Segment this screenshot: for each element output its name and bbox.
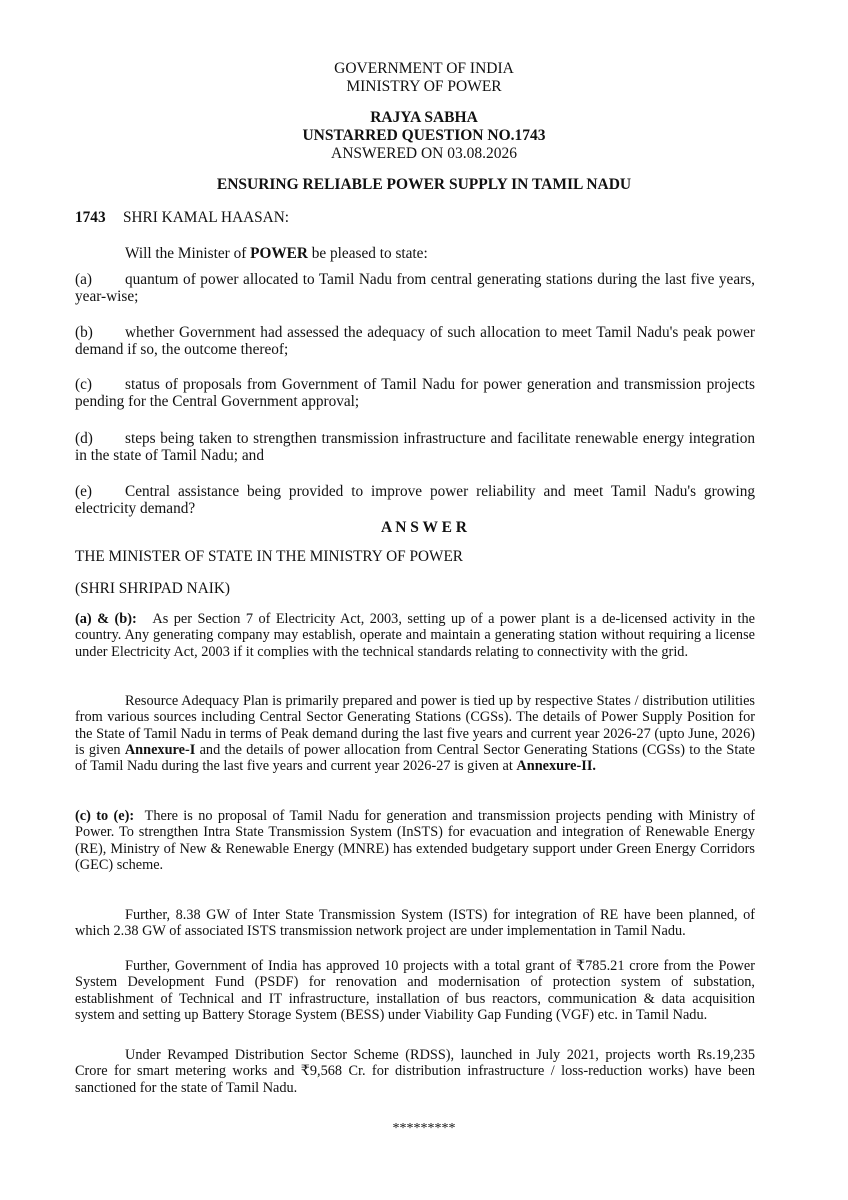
question-member-line xyxy=(75,209,755,226)
ists-paragraph: Further, 8.38 GW of Inter State Transmission System (ISTS) for integration of RE have been planned, of which 2.38 GW of associated ISTS transmission network project are under implementation in Tamil Nadu. xyxy=(75,907,755,940)
answer-a-b-label: (a) & (b): xyxy=(75,611,137,627)
question-part-c: (c) status of proposals from Government of Tamil Nadu for power generation and transmission projects pending for the Central Government approval; xyxy=(75,376,755,410)
psdf-paragraph: Further, Government of India has approved 10 projects with a total grant of ₹785.21 crore from the Power System Development Fund (PSDF) for renovation and modernisation of protection system of substation, establishment of Technical and IT infrastructure, installation of bus reactors, communication & data acquisition system and setting up Battery Storage System (BESS) under Viability Gap Funding (VGF) etc. in Tamil Nadu. xyxy=(75,958,755,1023)
minister-designation: THE MINISTER OF STATE IN THE MINISTRY OF POWER xyxy=(75,548,464,565)
annexure-2-reference: Annexure-II. xyxy=(516,758,596,775)
answer-c-e: (c) to (e): There is no proposal of Tamil Nadu for generation and transmission projects pending with Ministry of Power. To strengthen Intra State Transmission System (InSTS) for evacuation and integration of Renewable Energy (RE), Ministry of New & Renewable Energy (MNRE) has extended budgetary support under Green Energy Corridors (GEC) scheme. xyxy=(75,808,756,873)
question-intro: Will the Minister of POWER be pleased to state: xyxy=(125,245,428,262)
house-heading: RAJYA SABHA xyxy=(370,109,478,126)
minister-name: (SHRI SHRIPAD NAIK) xyxy=(75,580,230,597)
end-of-document-marker: ********* xyxy=(392,1121,456,1136)
answer-c-e-label: (c) to (e): xyxy=(75,808,135,824)
government-heading: GOVERNMENT OF INDIA xyxy=(334,60,514,77)
answered-on-date: ANSWERED ON 03.08.2026 xyxy=(331,145,517,162)
answer-a-b: (a) & (b): As per Section 7 of Electricity Act, 2003, setting up of a power plant is a de-licensed activity in the country. Any generating company may establish, operate and maintain a generating station without requiring a license under Electricity Act, 2003 if it complies with the technical standards relating to connectivity with the grid. xyxy=(75,611,755,660)
question-part-a: (a) quantum of power allocated to Tamil Nadu from central generating stations during the last five years, year-wise; xyxy=(75,271,755,305)
ministry-heading: MINISTRY OF POWER xyxy=(346,78,502,95)
answer-heading: A N S W E R xyxy=(381,519,467,536)
question-part-e: (e) Central assistance being provided to improve power reliability and meet Tamil Nadu's growing electricity demand? xyxy=(75,483,755,517)
question-number-heading: UNSTARRED QUESTION NO.1743 xyxy=(302,127,546,144)
question-part-b: (b) whether Government had assessed the adequacy of such allocation to meet Tamil Nadu's peak power demand if so, the outcome thereof; xyxy=(75,324,755,358)
annexure-1-reference: Annexure-I xyxy=(124,741,196,758)
member-name: SHRI KAMAL HAASAN: xyxy=(123,209,290,226)
question-part-d: (d) steps being taken to strengthen transmission infrastructure and facilitate renewable energy integration in the state of Tamil Nadu; and xyxy=(75,430,755,464)
rdss-paragraph: Under Revamped Distribution Sector Scheme (RDSS), launched in July 2021, projects worth Rs.19,235 Crore for smart metering works and ₹9,568 Cr. for distribution infrastructure / loss-reduction works) have been sanctioned for the state of Tamil Nadu. xyxy=(75,1047,755,1096)
resource-adequacy-paragraph: Resource Adequacy Plan is primarily prepared and power is tied up by respective States / distribution utilities from various sources including Central Sector Generating Stations (CGSs). The details of Power Supply Position for the State of Tamil Nadu in terms of Peak demand during the last five years and current year 2026-27 (upto June, 2026) is given Annexure-I and the details of power allocation from Central Sector Generating Stations (CGSs) to the State of Tamil Nadu during the last five years and current year 2026-27 is given at Annexure-II. xyxy=(75,693,755,775)
document-title: ENSURING RELIABLE POWER SUPPLY IN TAMIL NADU xyxy=(216,176,632,193)
question-number: 1743 xyxy=(75,209,106,226)
